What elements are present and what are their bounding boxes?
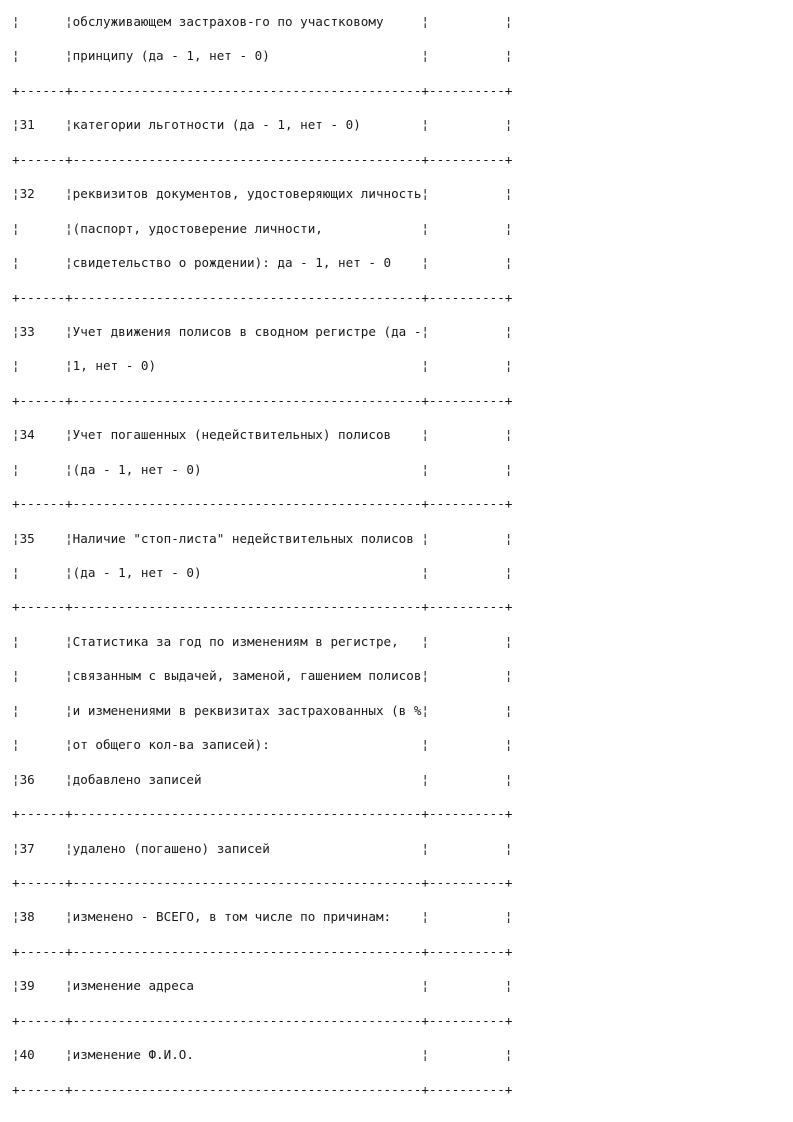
table-row: ¦ ¦1, нет - 0) ¦ ¦ — [12, 358, 513, 374]
table-divider: +------+----------------------------------------------+----------+ — [12, 151, 513, 167]
table-row: ¦ ¦связанным с выдачей, заменой, гашением полисов¦ ¦ — [12, 668, 513, 684]
table-divider: +------+----------------------------------------------+----------+ — [12, 392, 513, 408]
table-divider: +------+----------------------------------------------+----------+ — [12, 289, 513, 305]
table-row: ¦ ¦от общего кол-ва записей): ¦ ¦ — [12, 737, 513, 753]
table-row: ¦32 ¦реквизитов документов, удостоверяющих личность¦ ¦ — [12, 186, 513, 202]
table-row: ¦35 ¦Наличие "стоп-листа" недействительных полисов ¦ ¦ — [12, 530, 513, 546]
table-divider: +------+----------------------------------------------+----------+ — [12, 806, 513, 822]
table-row: ¦ ¦и изменениями в реквизитах застрахованных (в %¦ ¦ — [12, 702, 513, 718]
table-divider: +------+----------------------------------------------+----------+ — [12, 599, 513, 615]
table-row: ¦39 ¦изменение адреса ¦ ¦ — [12, 978, 513, 994]
table-row: ¦37 ¦удалено (погашено) записей ¦ ¦ — [12, 840, 513, 856]
table-row: ¦ ¦обслуживающем застрахов-го по участковому ¦ ¦ — [12, 14, 513, 29]
table-divider: +------+----------------------------------------------+----------+ — [12, 874, 513, 890]
table-row: ¦31 ¦категории льготности (да - 1, нет - 0) ¦ ¦ — [12, 117, 513, 133]
table-row: ¦ ¦Статистика за год по изменениям в регистре, ¦ ¦ — [12, 633, 513, 649]
table-row: ¦33 ¦Учет движения полисов в сводном регистре (да -¦ ¦ — [12, 323, 513, 339]
table-row: ¦36 ¦добавлено записей ¦ ¦ — [12, 771, 513, 787]
document-body — [12, 5, 512, 1107]
table-row: ¦ ¦свидетельство о рождении): да - 1, нет - 0 ¦ ¦ — [12, 255, 513, 271]
table-divider: +------+----------------------------------------------+----------+ — [12, 1012, 513, 1028]
table-divider: +------+----------------------------------------------+----------+ — [12, 943, 513, 959]
table-divider: +------+----------------------------------------------+----------+ — [12, 1081, 513, 1097]
table-row: ¦ ¦(да - 1, нет - 0) ¦ ¦ — [12, 461, 513, 477]
table-row: ¦ ¦принципу (да - 1, нет - 0) ¦ ¦ — [12, 48, 513, 64]
table-divider: +------+----------------------------------------------+----------+ — [12, 82, 513, 98]
table-row: ¦ ¦(да - 1, нет - 0) ¦ ¦ — [12, 565, 513, 580]
table-row: ¦34 ¦Учет погашенных (недействительных) полисов ¦ ¦ — [12, 427, 513, 443]
table-row: ¦38 ¦изменено - ВСЕГО, в том числе по причинам: ¦ ¦ — [12, 909, 513, 925]
table-row: ¦ ¦(паспорт, удостоверение личности, ¦ ¦ — [12, 220, 513, 236]
table-divider: +------+----------------------------------------------+----------+ — [12, 496, 513, 512]
table-row: ¦40 ¦изменение Ф.И.О. ¦ ¦ — [12, 1047, 513, 1063]
